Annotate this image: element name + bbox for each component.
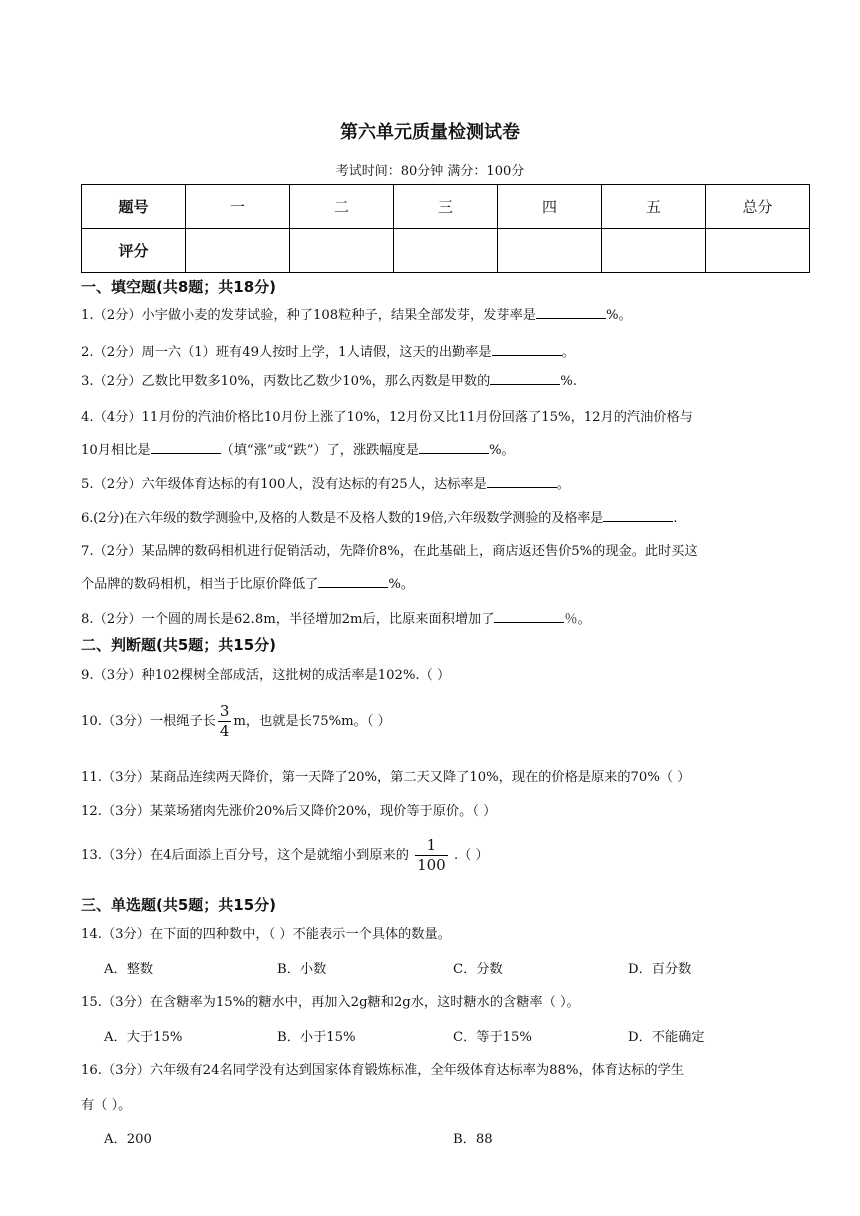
question-11: 11.（3分）某商品连续两天降价，第一天降了20%，第二天又降了10%，现在的价格是原来的70%（ ） — [81, 770, 691, 785]
question-6-text: 6.(2分)在六年级的数学测验中,及格的人数是不及格人数的19倍,六年级数学测验的及格率是 — [81, 511, 604, 526]
question-8 — [81, 608, 591, 627]
section-1-heading: 一、填空题(共8题；共18分) — [81, 278, 277, 296]
fraction — [415, 838, 448, 873]
question-13-text: 13.（3分）在4后面添上百分号，这个是就缩小到原来的 — [81, 848, 409, 863]
fraction-numerator: 1 — [415, 838, 448, 856]
option-c[interactable]: C．分数 — [453, 962, 503, 977]
score-table-column: 五 — [602, 185, 706, 229]
question-10-suffix: m，也就是长75%m。（ ） — [233, 714, 391, 729]
question-16-line-1: 16.（3分）六年级有24名同学没有达到国家体育锻炼标准，全年级体育达标率为88%，体育达标的学生 — [81, 1063, 684, 1078]
question-6 — [81, 507, 677, 526]
score-table-row-label: 评分 — [82, 229, 186, 273]
score-cell[interactable] — [706, 229, 810, 273]
question-7-suffix: %。 — [388, 577, 415, 592]
option-c[interactable]: C．等于15% — [453, 1030, 532, 1045]
question-3 — [81, 370, 577, 389]
answer-blank[interactable] — [490, 372, 560, 385]
section-2-heading: 二、判断题(共5题；共15分) — [81, 636, 277, 654]
fraction-denominator: 100 — [417, 856, 446, 874]
score-table-score-row — [82, 229, 810, 273]
score-cell[interactable] — [186, 229, 290, 273]
question-2-suffix: 。 — [561, 345, 575, 360]
question-7-text: 个品牌的数码相机，相当于比原价降低了 — [81, 577, 319, 592]
score-table — [81, 184, 810, 273]
fraction-denominator: 4 — [219, 722, 230, 740]
score-table-column: 三 — [394, 185, 498, 229]
score-cell[interactable] — [290, 229, 394, 273]
option-d[interactable]: D．不能确定 — [628, 1030, 705, 1045]
exam-title: 第六单元质量检测试卷 — [340, 122, 520, 143]
score-table-column: 二 — [290, 185, 394, 229]
question-1 — [81, 304, 632, 323]
option-b[interactable]: B．小数 — [277, 962, 327, 977]
question-2-text: 2.（2分）周一六（1）班有49人按时上学，1人请假，这天的出勤率是 — [81, 345, 492, 360]
score-table-column: 一 — [186, 185, 290, 229]
answer-blank[interactable] — [536, 306, 606, 319]
question-4-text: 10月相比是 — [81, 443, 151, 458]
option-b[interactable]: B．88 — [453, 1132, 493, 1147]
question-10 — [81, 704, 391, 739]
score-cell[interactable] — [394, 229, 498, 273]
question-2 — [81, 341, 575, 360]
answer-blank[interactable] — [419, 441, 489, 454]
question-4-suffix: %。 — [488, 443, 515, 458]
option-a[interactable]: A．整数 — [104, 962, 154, 977]
question-7-line-1: 7.（2分）某品牌的数码相机进行促销活动，先降价8%，在此基础上，商店返还售价5%的现金。此时买这 — [81, 544, 698, 559]
question-4-line-2 — [81, 439, 515, 458]
question-7-line-2 — [81, 573, 414, 592]
question-6-suffix: . — [673, 511, 678, 526]
question-13-suffix: .（ ） — [453, 848, 489, 863]
score-table-column: 总分 — [706, 185, 810, 229]
answer-blank[interactable] — [494, 610, 564, 623]
question-9: 9.（3分）种102棵树全部成活，这批树的成活率是102%.（ ） — [81, 668, 451, 683]
exam-subtitle: 考试时间：80分钟 满分：100分 — [335, 164, 525, 179]
score-table-header-row — [82, 185, 810, 229]
option-d[interactable]: D．百分数 — [628, 962, 692, 977]
option-a[interactable]: A．大于15% — [104, 1030, 183, 1045]
question-1-suffix: %。 — [605, 308, 632, 323]
answer-blank[interactable] — [318, 575, 388, 588]
answer-blank[interactable] — [487, 475, 557, 488]
section-3-heading: 三、单选题(共5题；共15分) — [81, 896, 277, 914]
answer-blank[interactable] — [603, 509, 673, 522]
answer-blank[interactable] — [492, 343, 562, 356]
question-5-text: 5.（2分）六年级体育达标的有100人，没有达标的有25人，达标率是 — [81, 477, 487, 492]
question-5-suffix: 。 — [556, 477, 570, 492]
answer-blank[interactable] — [151, 441, 221, 454]
question-16-line-2: 有（ ）。 — [81, 1098, 132, 1113]
question-12: 12.（3分）某菜场猪肉先涨价20%后又降价20%，现价等于原价。（ ） — [81, 804, 497, 819]
question-13 — [81, 838, 489, 873]
question-14: 14.（3分）在下面的四种数中，（ ）不能表示一个具体的数量。 — [81, 927, 451, 942]
question-10-text: 10.（3分）一根绳子长 — [81, 714, 216, 729]
question-3-text: 3.（2分）乙数比甲数多10%，丙数比乙数少10%，那么丙数是甲数的 — [81, 374, 491, 389]
score-table-column: 四 — [498, 185, 602, 229]
score-table-header-label: 题号 — [82, 185, 186, 229]
option-a[interactable]: A．200 — [104, 1132, 152, 1147]
question-15: 15.（3分）在含糖率为15%的糖水中，再加入2g糖和2g水，这时糖水的含糖率（ ）。 — [81, 995, 580, 1010]
fraction — [218, 704, 232, 739]
fraction-numerator: 3 — [219, 702, 230, 720]
question-8-suffix: ％。 — [564, 612, 591, 627]
question-5 — [81, 473, 570, 492]
score-cell[interactable] — [498, 229, 602, 273]
question-4-middle: （填“涨”或“跌”）了，涨跌幅度是 — [220, 443, 419, 458]
question-1-text: 1.（2分）小宇做小麦的发芽试验，种了108粒种子，结果全部发芽，发芽率是 — [81, 308, 536, 323]
score-cell[interactable] — [602, 229, 706, 273]
question-4-line-1: 4.（4分）11月份的汽油价格比10月份上涨了10%，12月份又比11月份回落了15%，12月的汽油价格与 — [81, 410, 693, 425]
option-b[interactable]: B．小于15% — [277, 1030, 356, 1045]
question-8-text: 8.（2分）一个圆的周长是62.8m，半径增加2m后，比原来面积增加了 — [81, 612, 495, 627]
question-3-suffix: %. — [560, 374, 578, 389]
